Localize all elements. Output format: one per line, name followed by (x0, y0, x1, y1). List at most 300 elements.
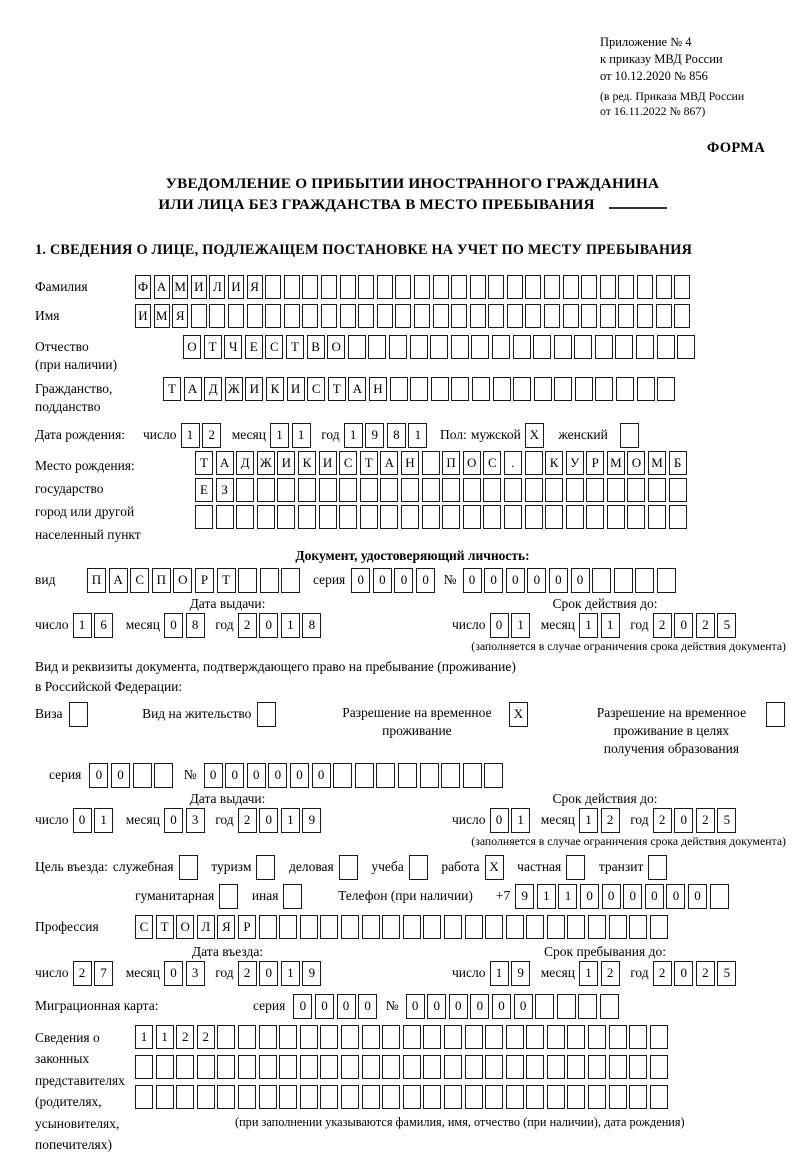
char-cell (362, 915, 380, 939)
char-cell (236, 478, 254, 502)
id-doc-heading: Документ, удостоверяющий личность: (295, 548, 530, 564)
char-cell: 0 (358, 994, 377, 1019)
char-cell: Л (197, 915, 215, 939)
id-doc-row (35, 568, 790, 593)
char-cell: И (245, 377, 263, 401)
char-cell (485, 1055, 503, 1079)
char-cell (380, 505, 398, 529)
char-cell: М (154, 304, 170, 328)
char-cell (302, 304, 318, 328)
month-label: месяц (231, 427, 266, 443)
stay-until-header: Срок пребывания до: (544, 943, 666, 959)
char-cell (586, 505, 604, 529)
char-cell (259, 1085, 277, 1109)
char-cell (257, 505, 275, 529)
char-cell (403, 1025, 421, 1049)
residence-options (35, 702, 790, 758)
option-residence-permit (142, 702, 279, 758)
sex-male-label: мужской (470, 427, 521, 443)
char-cell: 0 (514, 994, 533, 1019)
entry-purpose-row2 (135, 884, 790, 909)
id-doc-dates (35, 613, 790, 638)
char-cell (228, 304, 244, 328)
purpose-transit-label: транзит (598, 858, 644, 874)
char-cell (195, 505, 213, 529)
char-cell: Л (209, 275, 225, 299)
patronymic-label: Отчество (при наличии) (35, 339, 118, 373)
id-doc-valid-date: число 0 1 месяц 1 1 год 2 0 2 5 (420, 613, 790, 638)
char-cell (277, 505, 295, 529)
valid-year-cells (653, 613, 739, 638)
issue-year-cells (238, 613, 324, 638)
char-cell: 3 (186, 961, 205, 986)
title-line2: ИЛИ ЛИЦА БЕЗ ГРАЖДАНСТВА В МЕСТО ПРЕБЫВАНИЯ (35, 195, 790, 216)
char-cell: 0 (490, 808, 509, 833)
document-requisites (600, 34, 790, 119)
char-cell (279, 1025, 297, 1049)
char-cell (298, 505, 316, 529)
char-cell: А (380, 451, 398, 475)
purpose-study-checkbox (409, 855, 431, 880)
residence-dates (35, 808, 790, 833)
char-cell: К (298, 451, 316, 475)
restriction-note: (заполняется в случае ограничения срока действия документа) (471, 834, 786, 849)
char-cell: 0 (89, 763, 108, 788)
char-cell (362, 1025, 380, 1049)
char-cell: Ж (225, 377, 243, 401)
char-cell (382, 1085, 400, 1109)
char-cell (156, 1085, 174, 1109)
char-cell (247, 304, 263, 328)
char-cell (554, 335, 572, 359)
char-cell (547, 1025, 565, 1049)
char-cell: 0 (449, 994, 468, 1019)
char-cell (368, 335, 386, 359)
char-cell: 1 (135, 1025, 153, 1049)
residence-date-headers (35, 791, 790, 808)
representatives-note: (при заполнении указываются фамилия, имя, отчество (при наличии), дата рождения) (235, 1114, 685, 1129)
year-label: год (321, 427, 340, 443)
char-cell (341, 1055, 359, 1079)
char-cell: . (504, 451, 522, 475)
valid-day-cells (490, 613, 533, 638)
char-cell: 8 (186, 613, 205, 638)
char-cell (433, 304, 449, 328)
char-cell (410, 335, 428, 359)
char-cell (595, 377, 613, 401)
char-cell: X (525, 423, 544, 448)
char-cell (607, 478, 625, 502)
char-cell: 0 (315, 994, 334, 1019)
purpose-humanitarian-label: гуманитарная (135, 887, 215, 903)
temp-residence-edu-label: Разрешение на временное проживание в целях получения образования (596, 705, 747, 757)
char-cell: Ж (257, 451, 275, 475)
char-cell (238, 1085, 256, 1109)
char-cell (422, 451, 440, 475)
number-label: № (183, 767, 197, 783)
char-cell (525, 275, 541, 299)
char-cell (600, 994, 619, 1019)
char-cell (488, 304, 504, 328)
char-cell (279, 1085, 297, 1109)
char-cell (648, 478, 666, 502)
char-cell: 5 (717, 613, 736, 638)
char-cell (470, 275, 486, 299)
id-doc-issue-date: число 1 6 месяц 0 8 год 2 0 1 8 (35, 613, 420, 638)
char-cell: 0 (293, 994, 312, 1019)
birth-date-row (35, 423, 790, 448)
char-cell (238, 1025, 256, 1049)
char-cell (563, 275, 579, 299)
char-cell (340, 275, 356, 299)
residence-issue-date: число 0 1 месяц 0 3 год 2 0 1 9 (35, 808, 420, 833)
char-cell (635, 568, 654, 593)
char-cell: 1 (511, 808, 530, 833)
char-cell (389, 335, 407, 359)
temp-residence-edu-checkbox (766, 702, 788, 727)
char-cell (403, 915, 421, 939)
char-cell: С (130, 568, 149, 593)
id-doc-number-cells (463, 568, 679, 593)
char-cell: С (483, 451, 501, 475)
char-cell (279, 915, 297, 939)
entry-dates (35, 961, 790, 986)
char-cell (581, 304, 597, 328)
char-cell (504, 505, 522, 529)
char-cell (504, 478, 522, 502)
char-cell (135, 1055, 153, 1079)
char-cell: А (154, 275, 170, 299)
char-cell: П (152, 568, 171, 593)
char-cell: 2 (696, 613, 715, 638)
amendment-line: (в ред. Приказа МВД России (600, 88, 745, 103)
char-cell: 0 (674, 961, 693, 986)
title-line1: УВЕДОМЛЕНИЕ О ПРИБЫТИИ ИНОСТРАННОГО ГРАЖДАНИНА (165, 175, 660, 193)
char-cell (238, 1055, 256, 1079)
char-cell (674, 275, 690, 299)
patronymic-cells (183, 335, 698, 359)
given-name-cells (135, 304, 693, 328)
char-cell: С (265, 335, 283, 359)
char-cell (441, 763, 460, 788)
representatives-row1 (135, 1025, 685, 1049)
char-cell (340, 304, 356, 328)
patronymic-row (35, 335, 790, 374)
residence-series-cells (89, 763, 175, 788)
char-cell (465, 1055, 483, 1079)
char-cell: 0 (506, 568, 525, 593)
char-cell (300, 1085, 318, 1109)
char-cell (485, 1085, 503, 1109)
char-cell (609, 1025, 627, 1049)
issue-day-cells (73, 613, 116, 638)
char-cell: 2 (653, 961, 672, 986)
series-label: серия (253, 997, 286, 1013)
char-cell (488, 275, 504, 299)
char-cell: 0 (268, 763, 287, 788)
char-cell: 1 (156, 1025, 174, 1049)
char-cell: О (627, 451, 645, 475)
char-cell (236, 505, 254, 529)
purpose-private-checkbox (566, 855, 588, 880)
char-cell: 1 (511, 613, 530, 638)
char-cell: 2 (601, 808, 620, 833)
id-doc-date-headers (35, 596, 790, 613)
char-cell (401, 478, 419, 502)
char-cell: 1 (94, 808, 113, 833)
char-cell (506, 915, 524, 939)
char-cell: 0 (527, 568, 546, 593)
surname-cells (135, 275, 693, 299)
char-cell: Т (204, 335, 222, 359)
char-cell (358, 275, 374, 299)
purpose-work-label: работа (441, 858, 480, 874)
number-label: № (385, 997, 399, 1013)
purpose-humanitarian-checkbox (219, 884, 241, 909)
char-cell (403, 1085, 421, 1109)
char-cell (410, 377, 428, 401)
char-cell (300, 1055, 318, 1079)
char-cell (341, 1025, 359, 1049)
char-cell (506, 1085, 524, 1109)
char-cell: И (228, 275, 244, 299)
char-cell: Б (669, 451, 687, 475)
char-cell (217, 1055, 235, 1079)
char-cell: 0 (164, 613, 183, 638)
sex-male-checkbox (525, 423, 547, 448)
residence-number-cells (204, 763, 506, 788)
char-cell (197, 1055, 215, 1079)
char-cell: 8 (302, 613, 321, 638)
purpose-business-label: служебная (112, 858, 174, 874)
birth-month-cells (270, 423, 313, 448)
char-cell (257, 478, 275, 502)
char-cell (567, 1055, 585, 1079)
char-cell: Е (245, 335, 263, 359)
char-cell (525, 505, 543, 529)
char-cell (677, 335, 695, 359)
char-cell: И (319, 451, 337, 475)
char-cell: А (184, 377, 202, 401)
char-cell (339, 478, 357, 502)
purpose-tourism-label: туризм (211, 858, 252, 874)
char-cell: 1 (270, 423, 289, 448)
char-cell (401, 505, 419, 529)
char-cell (545, 505, 563, 529)
char-cell: 2 (202, 423, 221, 448)
purpose-private-label: частная (517, 858, 562, 874)
number-label: № (443, 571, 457, 587)
char-cell: 9 (365, 423, 384, 448)
char-cell (414, 304, 430, 328)
amendment-line: от 16.11.2022 № 867) (600, 103, 706, 118)
char-cell (284, 304, 300, 328)
char-cell: И (277, 451, 295, 475)
char-cell (451, 275, 467, 299)
char-cell (526, 1055, 544, 1079)
char-cell (320, 1085, 338, 1109)
day-label: число (143, 427, 177, 443)
char-cell (627, 478, 645, 502)
char-cell: 0 (164, 808, 183, 833)
entry-day-cells (73, 961, 116, 986)
char-cell (578, 994, 597, 1019)
char-cell: 1 (281, 961, 300, 986)
birth-place-label: Место рождения: государство город или другой населенный пункт (35, 458, 141, 543)
char-cell: Я (172, 304, 188, 328)
char-cell (567, 915, 585, 939)
char-cell (581, 275, 597, 299)
char-cell (217, 1025, 235, 1049)
char-cell: 0 (463, 568, 482, 593)
char-cell: 9 (302, 961, 321, 986)
char-cell (525, 478, 543, 502)
stay-day-cells (490, 961, 533, 986)
migration-series-cells (293, 994, 379, 1019)
char-cell (300, 1025, 318, 1049)
char-cell (256, 855, 275, 880)
issue-date-header: Дата выдачи: (189, 595, 266, 611)
char-cell (279, 1055, 297, 1079)
char-cell (618, 275, 634, 299)
char-cell: 2 (696, 961, 715, 986)
phone-label: Телефон (при наличии) (338, 887, 473, 903)
purpose-tourism-checkbox (256, 855, 278, 880)
birth-date-label: Дата рождения: (35, 427, 126, 443)
char-cell (629, 1085, 647, 1109)
surname-row (35, 275, 790, 299)
residence-permit-label: Вид на жительство (142, 706, 252, 722)
char-cell (395, 275, 411, 299)
char-cell: 1 (579, 613, 598, 638)
char-cell (319, 505, 337, 529)
char-cell: З (216, 478, 234, 502)
char-cell: 2 (696, 808, 715, 833)
char-cell: 0 (394, 568, 413, 593)
char-cell (277, 478, 295, 502)
char-cell (259, 915, 277, 939)
char-cell (320, 1055, 338, 1079)
valid-until-header: Срок действия до: (552, 595, 658, 611)
char-cell: 0 (571, 568, 590, 593)
char-cell (360, 505, 378, 529)
requisite-line: Приложение № 4 (600, 35, 692, 49)
requisite-line: к приказу МВД России (600, 51, 723, 66)
char-cell (567, 1025, 585, 1049)
char-cell (493, 377, 511, 401)
char-cell (362, 1085, 380, 1109)
char-cell (420, 763, 439, 788)
char-cell (669, 478, 687, 502)
char-cell: Д (204, 377, 222, 401)
char-cell: 2 (73, 961, 92, 986)
char-cell: К (545, 451, 563, 475)
char-cell (657, 335, 675, 359)
char-cell (465, 915, 483, 939)
char-cell (592, 568, 611, 593)
id-doc-series-cells (351, 568, 437, 593)
char-cell (600, 275, 616, 299)
char-cell: М (172, 275, 188, 299)
char-cell (506, 1055, 524, 1079)
char-cell: 9 (511, 961, 530, 986)
blank-line (609, 196, 667, 209)
char-cell: Р (238, 915, 256, 939)
entry-date: число 2 7 месяц 0 3 год 2 0 1 9 (35, 961, 420, 986)
char-cell (320, 915, 338, 939)
char-cell (588, 1025, 606, 1049)
char-cell: И (191, 275, 207, 299)
birth-place-block (35, 451, 790, 546)
char-cell (600, 304, 616, 328)
char-cell (465, 1085, 483, 1109)
citizenship-row (35, 377, 790, 416)
char-cell (766, 702, 785, 727)
char-cell: 1 (601, 613, 620, 638)
residence-valid-date: число 0 1 месяц 1 2 год 2 0 2 5 (420, 808, 790, 833)
valid-month-cells (579, 808, 622, 833)
residence-permit-checkbox (257, 702, 279, 727)
char-cell (648, 855, 667, 880)
char-cell (545, 478, 563, 502)
char-cell: В (307, 335, 325, 359)
char-cell (586, 478, 604, 502)
char-cell (423, 1085, 441, 1109)
char-cell (535, 994, 554, 1019)
char-cell (650, 1085, 668, 1109)
purpose-commercial-checkbox (339, 855, 361, 880)
char-cell (442, 505, 460, 529)
char-cell (348, 335, 366, 359)
char-cell: О (327, 335, 345, 359)
valid-year-cells (653, 808, 739, 833)
option-temp-residence-edu (582, 702, 788, 758)
char-cell: 5 (717, 961, 736, 986)
entry-month-cells (164, 961, 207, 986)
char-cell (341, 1085, 359, 1109)
char-cell: 5 (717, 808, 736, 833)
char-cell (377, 275, 393, 299)
char-cell: И (135, 304, 151, 328)
purpose-work-checkbox (485, 855, 507, 880)
option-temp-residence (331, 702, 531, 758)
citizenship-cells (163, 377, 678, 401)
char-cell (423, 915, 441, 939)
issue-date-header: Дата выдачи: (189, 791, 266, 807)
char-cell (588, 915, 606, 939)
char-cell (321, 304, 337, 328)
char-cell: 1 (73, 613, 92, 638)
purpose-study-label: учеба (371, 858, 404, 874)
char-cell (403, 1055, 421, 1079)
char-cell (217, 1085, 235, 1109)
char-cell: Т (360, 451, 378, 475)
char-cell: 1 (579, 808, 598, 833)
char-cell: А (109, 568, 128, 593)
char-cell: 0 (111, 763, 130, 788)
char-cell (176, 1085, 194, 1109)
char-cell (341, 915, 359, 939)
char-cell (423, 1055, 441, 1079)
char-cell: 0 (225, 763, 244, 788)
char-cell (607, 505, 625, 529)
stay-until-date: число 1 9 месяц 1 2 год 2 0 2 5 (420, 961, 790, 986)
representatives-row2 (135, 1055, 685, 1079)
surname-label: Фамилия (35, 279, 88, 295)
char-cell: 1 (281, 808, 300, 833)
char-cell: 7 (94, 961, 113, 986)
char-cell: 2 (653, 808, 672, 833)
